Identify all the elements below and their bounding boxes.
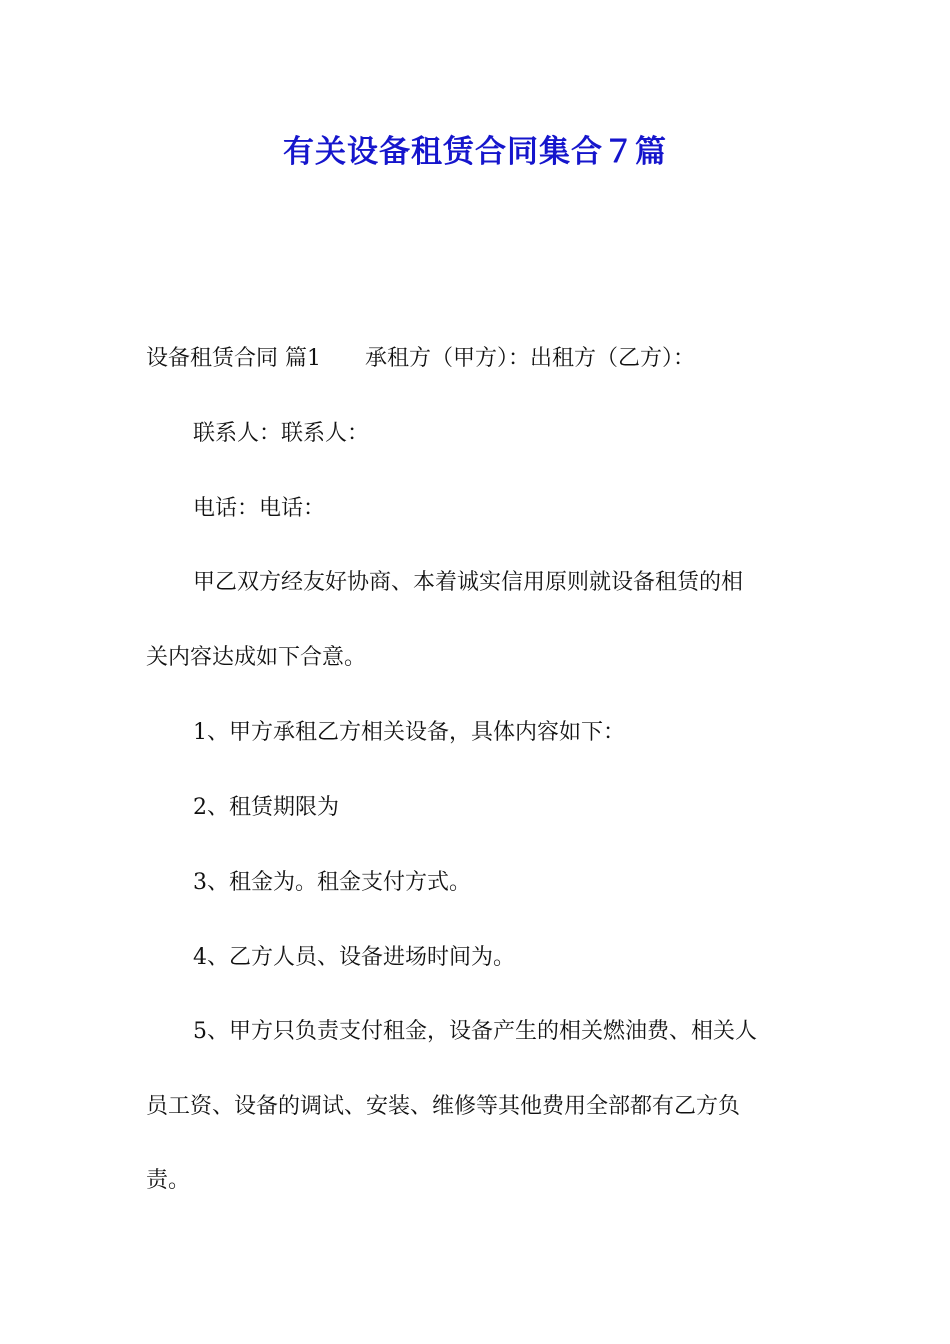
clause-3: 3、租金为。租金支付方式。 xyxy=(193,870,471,895)
clause-2: 2、租赁期限为 xyxy=(193,795,339,820)
clause-1: 1、甲方承租乙方相关设备，具体内容如下： xyxy=(193,720,625,745)
clause-5-continued: 员工资、设备的调试、安装、维修等其他费用全部都有乙方负 xyxy=(146,1094,741,1119)
clause-5-end: 责。 xyxy=(146,1168,191,1193)
clause-4: 4、乙方人员、设备进场时间为。 xyxy=(193,945,515,970)
clause-5: 5、甲方只负责支付租金，设备产生的相关燃油费、相关人 xyxy=(193,1019,757,1044)
parties-label: 承租方（甲方）：出租方（乙方）： xyxy=(365,346,696,371)
paragraph-line: 甲乙双方经友好协商、本着诚实信用原则就设备租赁的相 xyxy=(193,570,744,595)
section-label: 设备租赁合同 篇1 xyxy=(146,346,321,371)
header-line xyxy=(146,343,816,375)
paragraph-line: 关内容达成如下合意。 xyxy=(146,645,367,670)
phone-line: 电话：电话： xyxy=(193,496,326,521)
document-title: 有关设备租赁合同集合７篇 xyxy=(283,134,667,170)
contact-line: 联系人：联系人： xyxy=(193,421,370,446)
